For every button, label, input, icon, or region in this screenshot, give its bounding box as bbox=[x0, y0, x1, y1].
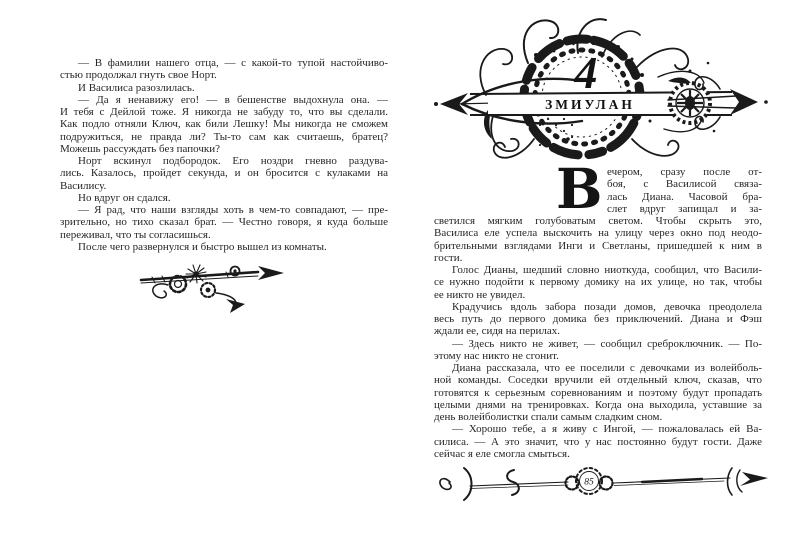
page-number: 85 bbox=[584, 477, 594, 488]
text-line: ечером, сразу после от- bbox=[607, 166, 762, 178]
paragraph bbox=[60, 241, 388, 253]
paragraph bbox=[60, 57, 388, 82]
text-line: — Здесь никто не живет, — сообщил среброключник. — По- bbox=[452, 337, 762, 350]
left-page bbox=[60, 57, 388, 253]
text-line: — Я рад, что наши взгляды хоть в чем-то совпадают, — пре- bbox=[78, 204, 388, 216]
paragraph bbox=[60, 192, 388, 204]
text-line: этому нас никто не сгонит. bbox=[434, 349, 559, 362]
paragraph bbox=[434, 215, 762, 264]
chapter-header-ornament bbox=[432, 11, 768, 170]
text-line: Но вдруг он сдался. bbox=[78, 191, 171, 204]
text-line: Голос Дианы, шедший словно ниоткуда, сообщил, что Васили- bbox=[452, 264, 762, 276]
text-line: силиса. — А это значит, что у нас постоянно будут гости. Даже bbox=[434, 435, 762, 448]
text-line: весь путь до первого домика без приключений. Диана и Фэш bbox=[434, 313, 762, 325]
text-line: — Да я ненавижу его! — в бешенстве выдохнула она. — bbox=[78, 93, 388, 106]
text-line: слет вдруг запищал и за- bbox=[607, 202, 762, 215]
text-line: лись. Казалось, пройдет секунда, и он бросится с кулаками на bbox=[60, 167, 388, 180]
text-line: день волейболистки спали самым сладким сном. bbox=[434, 411, 663, 423]
paragraph bbox=[60, 82, 388, 94]
text-line: Можешь рассуждать без папочки? bbox=[60, 142, 220, 155]
text-line: светился мягким голубоватым светом. Чтобы скрыть это, bbox=[434, 215, 762, 227]
text-line: сейчас я еле смогла смыться. bbox=[434, 447, 570, 460]
paragraph bbox=[434, 264, 762, 301]
text-line: И Василиса разозлилась. bbox=[78, 81, 195, 94]
end-of-chapter-ornament-icon bbox=[138, 261, 286, 318]
text-line: Норт вскинул подбородок. Его ноздри гневно раздува- bbox=[78, 155, 388, 167]
text-line: — Хорошо тебе, а я живу с Ингой, — пожаловалась ей Ва- bbox=[452, 423, 762, 436]
text-line: ее никто не увидел. bbox=[434, 288, 526, 301]
text-line: брительными взглядами Инги и Светланы, пришедшей к ним в bbox=[434, 239, 762, 252]
paragraph bbox=[60, 94, 388, 155]
paragraph bbox=[434, 338, 762, 363]
text-line: целыми днями на тренировках. Когда она выходила, уставшие за bbox=[434, 398, 762, 411]
chapter-number: 4 bbox=[574, 47, 598, 98]
text-line: После чего развернулся и быстро вышел из комнаты. bbox=[78, 240, 327, 253]
paragraph bbox=[60, 204, 388, 241]
paragraph bbox=[434, 423, 762, 460]
text-line: зрительно, но тихо сказал брат. — Честно говоря, я куда больше bbox=[60, 216, 388, 229]
text-line: переживал, что ты согласишься. bbox=[60, 228, 211, 241]
text-line: И тебя с Дейлой тоже. Я никогда не забуду то, что вы сделали. bbox=[60, 106, 388, 118]
opening-paragraph bbox=[556, 156, 762, 221]
text-line: ждали ее, сидя на перилах. bbox=[434, 325, 561, 338]
text-line: — В фамилии нашего отца, — с какой-то тупой настойчиво- bbox=[78, 57, 388, 69]
text-line: се нужно подойти к первому домику на их улице, но так, чтобы bbox=[434, 276, 762, 289]
footer-page-ornament bbox=[434, 462, 770, 509]
text-line: гости. bbox=[434, 251, 463, 264]
right-page bbox=[434, 215, 762, 460]
text-line: лась Диана. Часовой бра- bbox=[607, 190, 762, 203]
paragraph bbox=[60, 155, 388, 192]
text-line: готовятся к серьезным соревнованиям и поэтому будут пропадать bbox=[434, 386, 762, 399]
chapter-title: ЗМИУЛАН bbox=[545, 97, 635, 112]
text-line: Василиса еле успела выскочить на улицу через окно под неодо- bbox=[434, 227, 762, 240]
text-line: стью продолжал гнуть свое Норт. bbox=[60, 69, 217, 82]
text-line: Диана рассказала, что ее поселили с девочками из волейболь- bbox=[452, 362, 762, 374]
text-line: ной команды. Соседки вручили ей отдельный ключ, сказав, что bbox=[434, 374, 762, 387]
text-line: Василису. bbox=[60, 179, 107, 192]
text-line: Крадучись вдоль забора позади домов, девочка преодолела bbox=[452, 300, 762, 313]
paragraph bbox=[434, 301, 762, 338]
paragraph bbox=[434, 362, 762, 423]
text-line: Как подло отняли Ключ, как били Лешку! Мы никогда не сможем bbox=[60, 118, 388, 131]
text-line: подружиться, не правда ли? Ты-то сам как считаешь, братец? bbox=[60, 130, 388, 143]
text-line: боя, с Василисой связа- bbox=[607, 178, 762, 191]
drop-cap: В bbox=[556, 156, 603, 221]
